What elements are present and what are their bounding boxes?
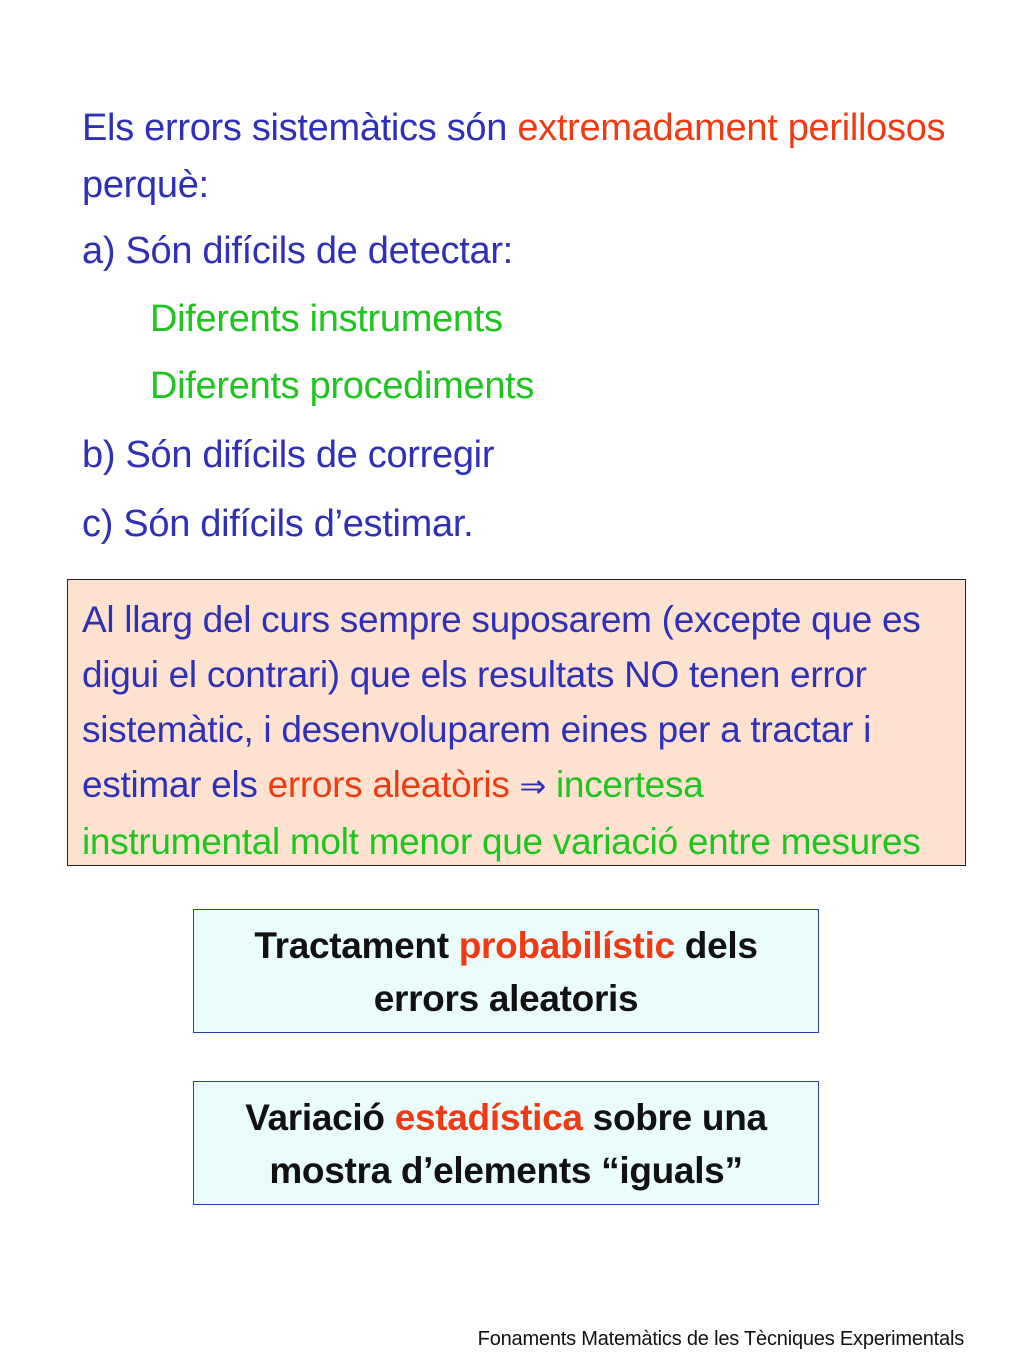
- note-line-4-start: estimar els: [82, 764, 268, 805]
- box1-text-start: Tractament: [254, 925, 459, 966]
- box1-highlight: probabilístic: [458, 925, 675, 966]
- box2-text-start: Variació: [245, 1097, 395, 1138]
- item-c: c) Són difícils d’estimar.: [82, 503, 474, 545]
- note-line-2: digui el contrari) que els resultats NO tenen error: [82, 654, 867, 695]
- item-a-sub-2: Diferents procediments: [150, 365, 535, 407]
- implies-arrow-icon: ⇒: [519, 767, 547, 805]
- note-uncertainty: incertesa: [546, 764, 704, 805]
- note-line-1: Al llarg del curs sempre suposarem (excepte que es: [82, 599, 921, 640]
- box1-line-1: [194, 919, 818, 972]
- box2-text-end: sobre una: [582, 1097, 767, 1138]
- box2-line-1: [194, 1091, 818, 1144]
- footer-course-title: Fonaments Matemàtics de les Tècniques Experimentals: [477, 1328, 964, 1350]
- box1-line-2: errors aleatoris: [373, 978, 639, 1019]
- note-line-5: instrumental molt menor que variació entre mesures: [82, 821, 921, 862]
- intro-text: Els errors sistemàtics són: [82, 107, 518, 149]
- note-random-errors: errors aleatòris: [267, 764, 510, 805]
- intro-highlight: extremadament perillosos: [517, 107, 946, 149]
- intro-line-1: [82, 106, 945, 150]
- statistical-variation-box: [193, 1081, 819, 1205]
- box1-text-end: dels: [674, 925, 758, 966]
- assumption-note-box: [67, 579, 966, 866]
- note-line-4: [82, 757, 951, 814]
- item-b: b) Són difícils de corregir: [82, 434, 495, 476]
- item-a-sub-1: Diferents instruments: [150, 298, 503, 340]
- item-a: a) Són difícils de detectar:: [82, 230, 513, 272]
- box2-line-2: mostra d’elements “iguals”: [269, 1150, 743, 1191]
- box2-highlight: estadística: [394, 1097, 583, 1138]
- intro-line-2: perquè:: [82, 164, 209, 206]
- probabilistic-treatment-box: [193, 909, 819, 1033]
- note-line-3: sistemàtic, i desenvoluparem eines per a tractar i: [82, 709, 872, 750]
